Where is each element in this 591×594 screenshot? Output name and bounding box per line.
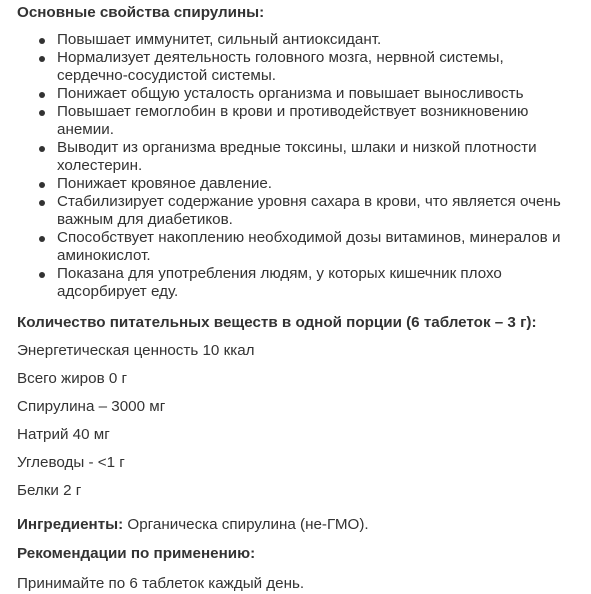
ingredients-label: Ингредиенты: [17, 516, 124, 533]
benefit-item: Выводит из организма вредные токсины, шлаки и низкой плотности холестерин. [38, 139, 578, 175]
benefit-item: Способствует накоплению необходимой дозы витаминов, минералов и аминокислот. [38, 229, 578, 265]
nutrition-spirulina: Спирулина – 3000 мг [17, 398, 166, 415]
benefit-item: Стабилизирует содержание уровня сахара в крови, что является очень важным для диабетиков. [38, 193, 578, 229]
nutrition-sodium: Натрий 40 мг [17, 426, 110, 443]
ingredients-line [17, 515, 591, 535]
nutrition-protein: Белки 2 г [17, 482, 82, 499]
benefit-item: Понижает общую усталость организма и повышает выносливость [38, 85, 578, 103]
usage-text: Принимайте по 6 таблеток каждый день. [17, 575, 305, 592]
benefit-item: Повышает гемоглобин в крови и противодействует возникновению анемии. [38, 103, 578, 139]
nutrition-heading: Количество питательных веществ в одной порции (6 таблеток – 3 г): [17, 314, 537, 331]
benefits-heading: Основные свойства спирулины: [17, 4, 265, 21]
usage-heading: Рекомендации по применению: [17, 545, 256, 562]
nutrition-energy: Энергетическая ценность 10 ккал [17, 342, 255, 359]
benefit-item: Нормализует деятельность головного мозга, нервной системы, сердечно-сосудистой системы. [38, 49, 578, 85]
benefit-item: Повышает иммунитет, сильный антиоксидант. [38, 31, 578, 49]
benefits-list [17, 31, 578, 301]
benefit-item: Показана для употребления людям, у которых кишечник плохо адсорбирует еду. [38, 265, 578, 301]
nutrition-carbs: Углеводы - <1 г [17, 454, 125, 471]
nutrition-fat: Всего жиров 0 г [17, 370, 128, 387]
benefit-item: Понижает кровяное давление. [38, 175, 578, 193]
ingredients-value: Органическа спирулина (не-ГМО). [123, 516, 369, 533]
